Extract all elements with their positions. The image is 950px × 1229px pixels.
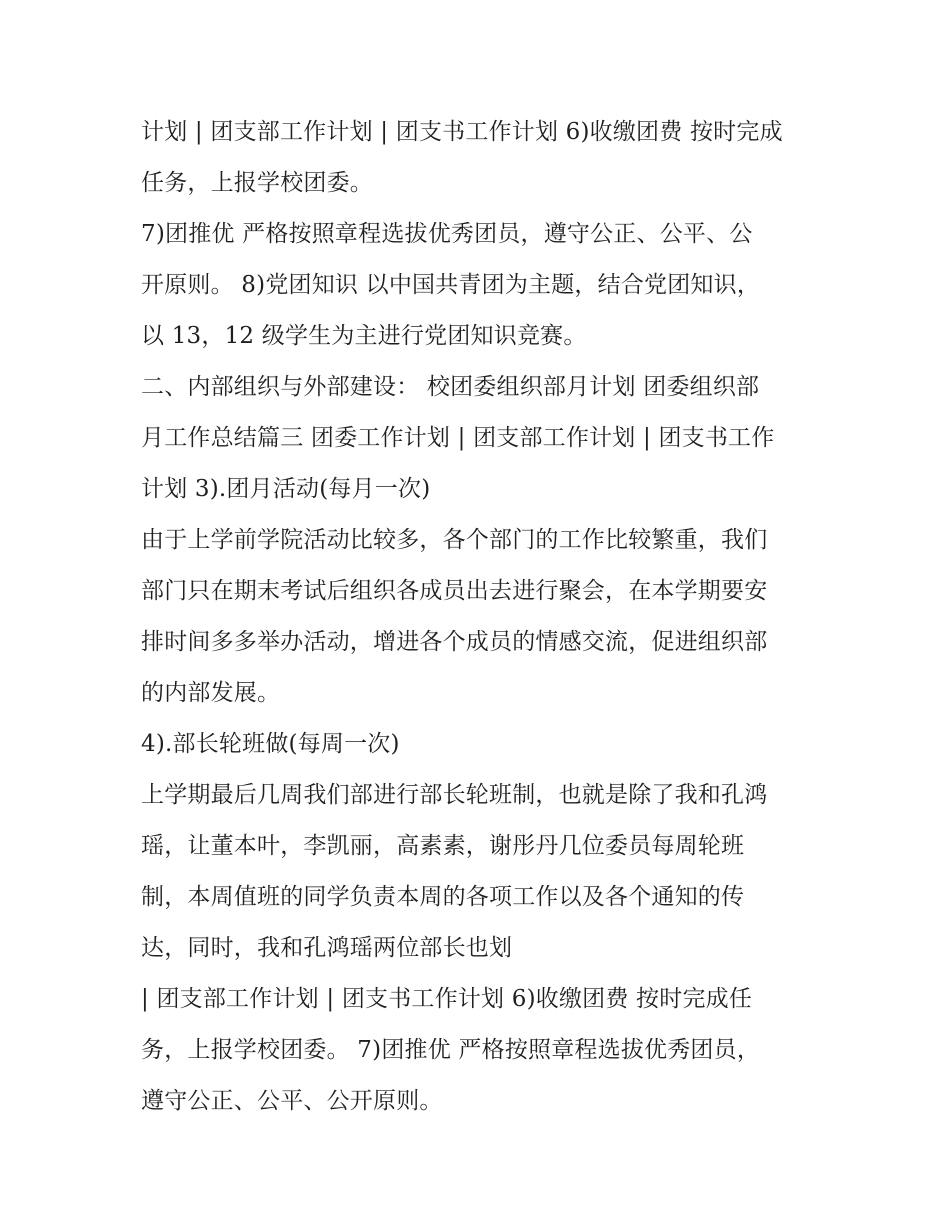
text-line: 计划 3).团月活动(每月一次)	[141, 476, 431, 502]
text-line: 达，同时，我和孔鸿瑶两位部长也划	[141, 935, 513, 961]
text-line: 遵守公正、公平、公开原则。	[141, 1088, 443, 1114]
text-line: 任务，上报学校团委。	[141, 170, 373, 196]
document-body	[141, 107, 821, 1127]
text-line: 计划 | 团支部工作计划 | 团支书工作计划 6)收缴团费 按时完成	[141, 119, 783, 145]
text-line: 排时间多多举办活动，增进各个成员的情感交流，促进组织部	[141, 629, 768, 655]
text-line: 以 13，12 级学生为主进行党团知识竞赛。	[141, 323, 587, 349]
text-line: 部门只在期末考试后组织各成员出去进行聚会，在本学期要安	[141, 578, 768, 604]
text-line: 二、内部组织与外部建设： 校团委组织部月计划 团委组织部	[141, 374, 760, 400]
text-line: 由于上学前学院活动比较多，各个部门的工作比较繁重，我们	[141, 527, 768, 553]
text-line: 务，上报学校团委。 7)团推优 严格按照章程选拔优秀团员，	[141, 1037, 761, 1063]
text-line: 制，本周值班的同学负责本周的各项工作以及各个通知的传	[141, 884, 745, 910]
text-line: 月工作总结篇三 团委工作计划 | 团支部工作计划 | 团支书工作	[141, 425, 775, 451]
text-line: 4).部长轮班做(每周一次)	[141, 731, 400, 757]
text-line: | 团支部工作计划 | 团支书工作计划 6)收缴团费 按时完成任	[141, 986, 753, 1012]
text-line: 瑶，让董本叶，李凯丽，高素素，谢彤丹几位委员每周轮班	[141, 833, 745, 859]
text-line: 开原则。 8)党团知识 以中国共青团为主题，结合党团知识，	[141, 272, 761, 298]
text-line: 7)团推优 严格按照章程选拔优秀团员，遵守公正、公平、公	[141, 221, 753, 247]
text-line: 上学期最后几周我们部进行部长轮班制，也就是除了我和孔鸿	[141, 782, 768, 808]
text-line: 的内部发展。	[141, 680, 281, 706]
